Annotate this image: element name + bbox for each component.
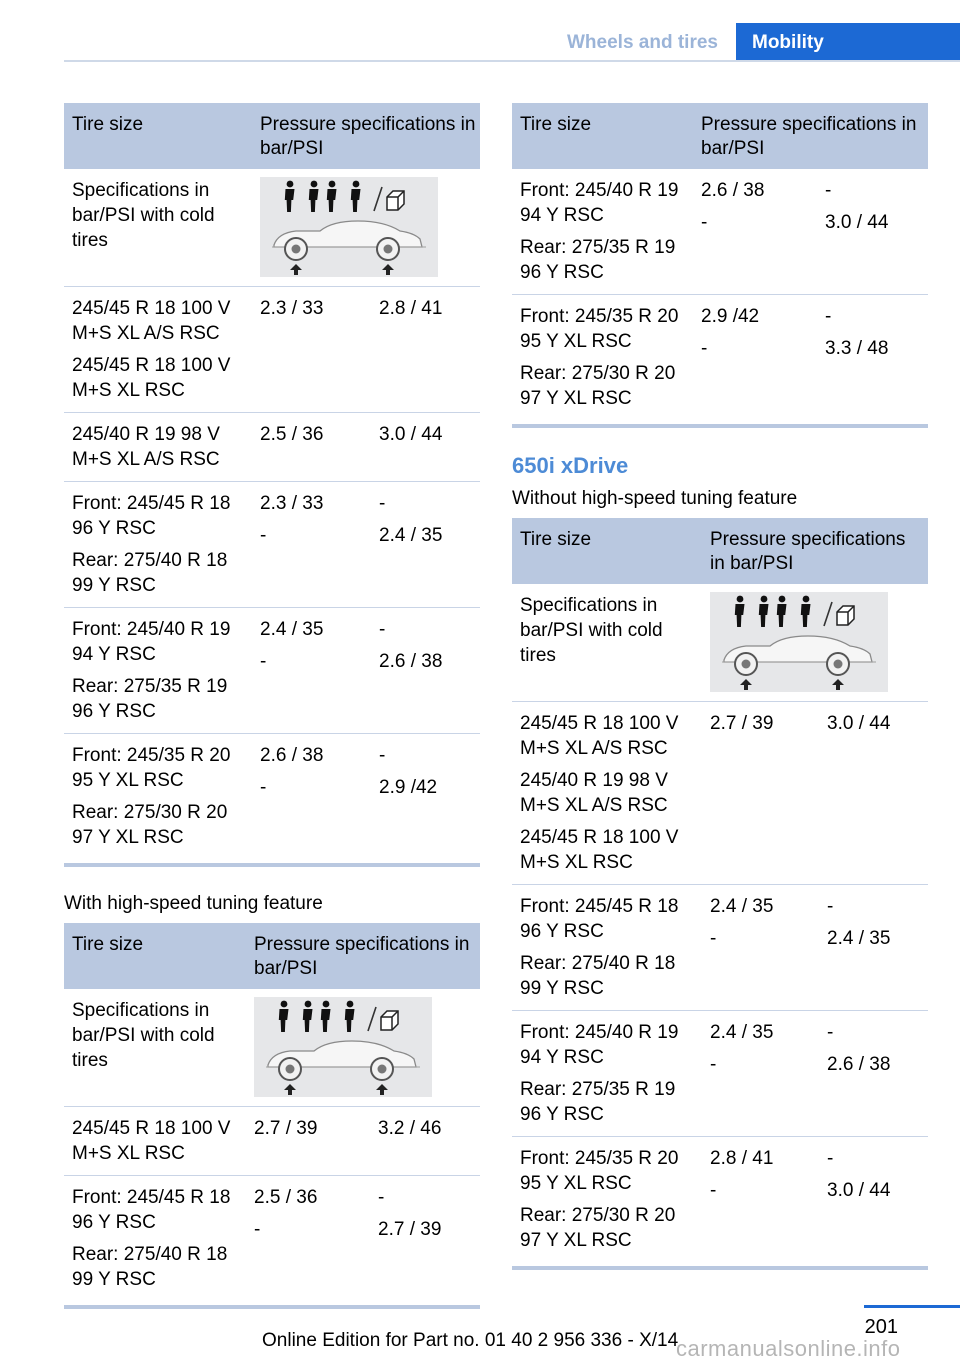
tire-size-cell-line: Front: 245/35 R 20 95 Y XL RSC [520,306,679,352]
pressure-cell-b [370,1176,480,1302]
tire-size-cell-line: Front: 245/45 R 18 96 Y RSC [72,1187,231,1233]
pressure-cell-b [819,885,928,1011]
tire-size-cell [512,295,693,421]
table-row [512,702,928,885]
pressure-cell-b-line: 3.2 / 46 [378,1118,442,1139]
pressure-cell-a [702,885,819,1011]
pressure-cell-a-line: 2.6 / 38 [701,180,765,201]
tire-size-cell-line: Front: 245/35 R 20 95 Y XL RSC [520,1148,679,1194]
pressure-cell-b [371,608,480,734]
pressure-cell-a [693,295,817,421]
header-tire-size: Tire size [64,103,252,169]
pressure-cell-a-line: 2.4 / 35 [710,896,774,917]
tire-size-cell-line: 245/45 R 18 100 V M+S XL RSC [520,827,679,873]
pressure-cell-b [370,1107,480,1176]
pressure-cell-a-line: - [710,1180,717,1201]
icon-row-label: Specifications in bar/PSI with cold tires [64,989,246,1107]
pressure-cell-a-line: 2.5 / 36 [254,1187,318,1208]
header-tire-size: Tire size [512,518,702,584]
pressure-cell-a [252,287,371,413]
tire-size-cell-line: 245/45 R 18 100 V M+S XL RSC [72,355,231,401]
pressure-cell-a-line: 2.4 / 35 [710,1022,774,1043]
tire-size-cell [64,413,252,482]
pressure-cell-b-line: 2.9 /42 [379,777,438,798]
pressure-cell-a-line: - [710,1054,717,1075]
pressure-cell-a-line: 2.6 / 38 [260,745,324,766]
tire-size-cell-line: Rear: 275/30 R 20 97 Y XL RSC [520,363,676,409]
pressure-cell-b-line: - [379,745,386,766]
tire-size-cell [64,608,252,734]
pressure-cell-a-line: - [260,777,267,798]
tire-size-cell [64,734,252,860]
pressure-cell-a-line: 2.5 / 36 [260,424,324,445]
pressure-cell-a [252,482,371,608]
table-row [512,169,928,295]
pressure-cell-a-line: - [260,525,267,546]
load-condition-icon [260,177,438,277]
pressure-cell-b [819,1137,928,1263]
tire-size-cell-line: Rear: 275/40 R 18 99 Y RSC [72,550,228,596]
tire-size-cell [512,169,693,295]
pressure-cell-b-line: 3.0 / 44 [827,713,891,734]
pressure-cell-a-line: - [701,338,708,359]
pressure-cell-a [702,1137,819,1263]
tire-size-cell-line: Rear: 275/40 R 18 99 Y RSC [520,953,676,999]
table-row [64,287,480,413]
pressure-cell-a [246,1107,370,1176]
pressure-cell-a-line: 2.9 /42 [701,306,760,327]
pressure-cell-b-line: 2.7 / 39 [378,1219,442,1240]
tire-size-cell-line: Rear: 275/35 R 19 96 Y RSC [72,676,228,722]
pressure-cell-b-line: 2.8 / 41 [379,298,443,319]
pressure-cell-b [819,1011,928,1137]
chapter-title: Wheels and tires [567,32,718,53]
tire-size-cell-line: Front: 245/40 R 19 94 Y RSC [520,180,679,226]
tire-size-cell-line: Rear: 275/30 R 20 97 Y XL RSC [520,1205,676,1251]
tire-size-cell-line: 245/45 R 18 100 V M+S XL RSC [72,1118,231,1164]
header-pressure: Pressure specifications in bar/PSI [693,103,928,169]
pressure-cell-a [693,169,817,295]
tire-size-cell [64,482,252,608]
table-row [512,1137,928,1263]
table-row [512,295,928,421]
table-row [64,482,480,608]
pressure-cell-a-line: 2.8 / 41 [710,1148,774,1169]
footer-rule [864,1305,960,1308]
watermark: carmanualsonline.info [676,1336,901,1361]
pressure-cell-a-line: - [701,212,708,233]
right-column [512,103,928,1270]
pressure-cell-b-line: 2.6 / 38 [379,651,443,672]
header-pressure: Pressure specifications in bar/PSI [246,923,480,989]
pressure-cell-a-line: - [710,928,717,949]
pressure-cell-b-line: 3.0 / 44 [379,424,443,445]
pressure-cell-b-line: - [825,180,832,201]
no-high-speed-note: Without high-speed tuning feature [512,488,798,509]
pressure-cell-a [252,608,371,734]
pressure-table-3 [512,103,928,420]
tire-size-cell [512,885,702,1011]
tire-size-cell-line: Front: 245/40 R 19 94 Y RSC [520,1022,679,1068]
pressure-cell-a [702,1011,819,1137]
table-row [512,885,928,1011]
pressure-cell-a-line: - [260,651,267,672]
icon-row-label: Specifications in bar/PSI with cold tires [512,584,702,702]
tire-size-cell-line: Front: 245/45 R 18 96 Y RSC [72,493,231,539]
table-row [64,413,480,482]
pressure-cell-a-line: 2.4 / 35 [260,619,324,640]
table-row [64,1107,480,1176]
high-speed-note: With high-speed tuning feature [64,893,323,914]
header-tire-size: Tire size [64,923,246,989]
pressure-cell-b-line: - [825,306,832,327]
pressure-cell-a-line: - [254,1219,261,1240]
tire-size-cell-line: Front: 245/40 R 19 94 Y RSC [72,619,231,665]
table-end-rule [512,1266,928,1270]
model-title: 650i xDrive [512,453,629,478]
pressure-cell-a-line: 2.7 / 39 [254,1118,318,1139]
tire-size-cell [512,1137,702,1263]
pressure-cell-b [371,482,480,608]
pressure-cell-b-line: - [379,493,386,514]
pressure-cell-b [817,169,928,295]
pressure-cell-a [252,734,371,860]
tire-size-cell-line: Front: 245/35 R 20 95 Y XL RSC [72,745,231,791]
table-end-rule [64,863,480,867]
pressure-cell-a-line: 2.3 / 33 [260,493,324,514]
pressure-cell-b [371,287,480,413]
left-column [64,103,480,1309]
pressure-table-4 [512,518,928,1262]
table-row [512,1011,928,1137]
pressure-cell-b-line: 2.6 / 38 [827,1054,891,1075]
tire-size-cell-line: 245/40 R 19 98 V M+S XL A/S RSC [520,770,668,816]
pressure-cell-b-line: 2.4 / 35 [827,928,891,949]
pressure-cell-b-line: - [827,896,834,917]
pressure-cell-a [252,413,371,482]
page-number: 201 [864,1316,898,1338]
header-pressure: Pressure specifications in bar/PSI [702,518,928,584]
pressure-table-1 [64,103,480,859]
tire-size-cell-line: Front: 245/45 R 18 96 Y RSC [520,896,679,942]
table-row [64,1176,480,1302]
pressure-cell-b [371,413,480,482]
tire-size-cell [64,1176,246,1302]
tire-size-cell-line: Rear: 275/35 R 19 96 Y RSC [520,237,676,283]
pressure-cell-b-line: - [827,1148,834,1169]
pressure-cell-b-line: 3.0 / 44 [827,1180,891,1201]
tire-size-cell [64,287,252,413]
pressure-cell-b-line: 3.3 / 48 [825,338,889,359]
pressure-table-2 [64,923,480,1301]
pressure-cell-a-line: 2.3 / 33 [260,298,324,319]
edition-note: Online Edition for Part no. 01 40 2 956 336 - X/14 [262,1330,679,1351]
table-row [64,734,480,860]
tire-size-cell-line: 245/40 R 19 98 V M+S XL A/S RSC [72,424,220,470]
pressure-cell-b-line: 3.0 / 44 [825,212,889,233]
pressure-cell-a-line: 2.7 / 39 [710,713,774,734]
header-rule [64,60,960,62]
pressure-cell-b-line: 2.4 / 35 [379,525,443,546]
load-condition-icon [710,592,888,692]
pressure-cell-b-line: - [379,619,386,640]
section-tab: Mobility [736,23,960,60]
tire-size-cell-line: Rear: 275/40 R 18 99 Y RSC [72,1244,228,1290]
table-end-rule [64,1305,480,1309]
tire-size-cell [512,1011,702,1137]
tire-size-cell-line: Rear: 275/30 R 20 97 Y XL RSC [72,802,228,848]
tire-size-cell-line: 245/45 R 18 100 V M+S XL A/S RSC [72,298,231,344]
pressure-cell-a [246,1176,370,1302]
pressure-cell-a [702,702,819,885]
tire-size-cell [64,1107,246,1176]
pressure-cell-b [817,295,928,421]
table-end-rule [512,424,928,428]
load-condition-icon [254,997,432,1097]
tire-size-cell-line: 245/45 R 18 100 V M+S XL A/S RSC [520,713,679,759]
table-row [64,608,480,734]
header-tire-size: Tire size [512,103,693,169]
pressure-cell-b [371,734,480,860]
pressure-cell-b-line: - [378,1187,385,1208]
icon-row-label: Specifications in bar/PSI with cold tires [64,169,252,287]
pressure-cell-b-line: - [827,1022,834,1043]
tire-size-cell-line: Rear: 275/35 R 19 96 Y RSC [520,1079,676,1125]
tire-size-cell [512,702,702,885]
header-pressure: Pressure specifications in bar/PSI [252,103,480,169]
pressure-cell-b [819,702,928,885]
